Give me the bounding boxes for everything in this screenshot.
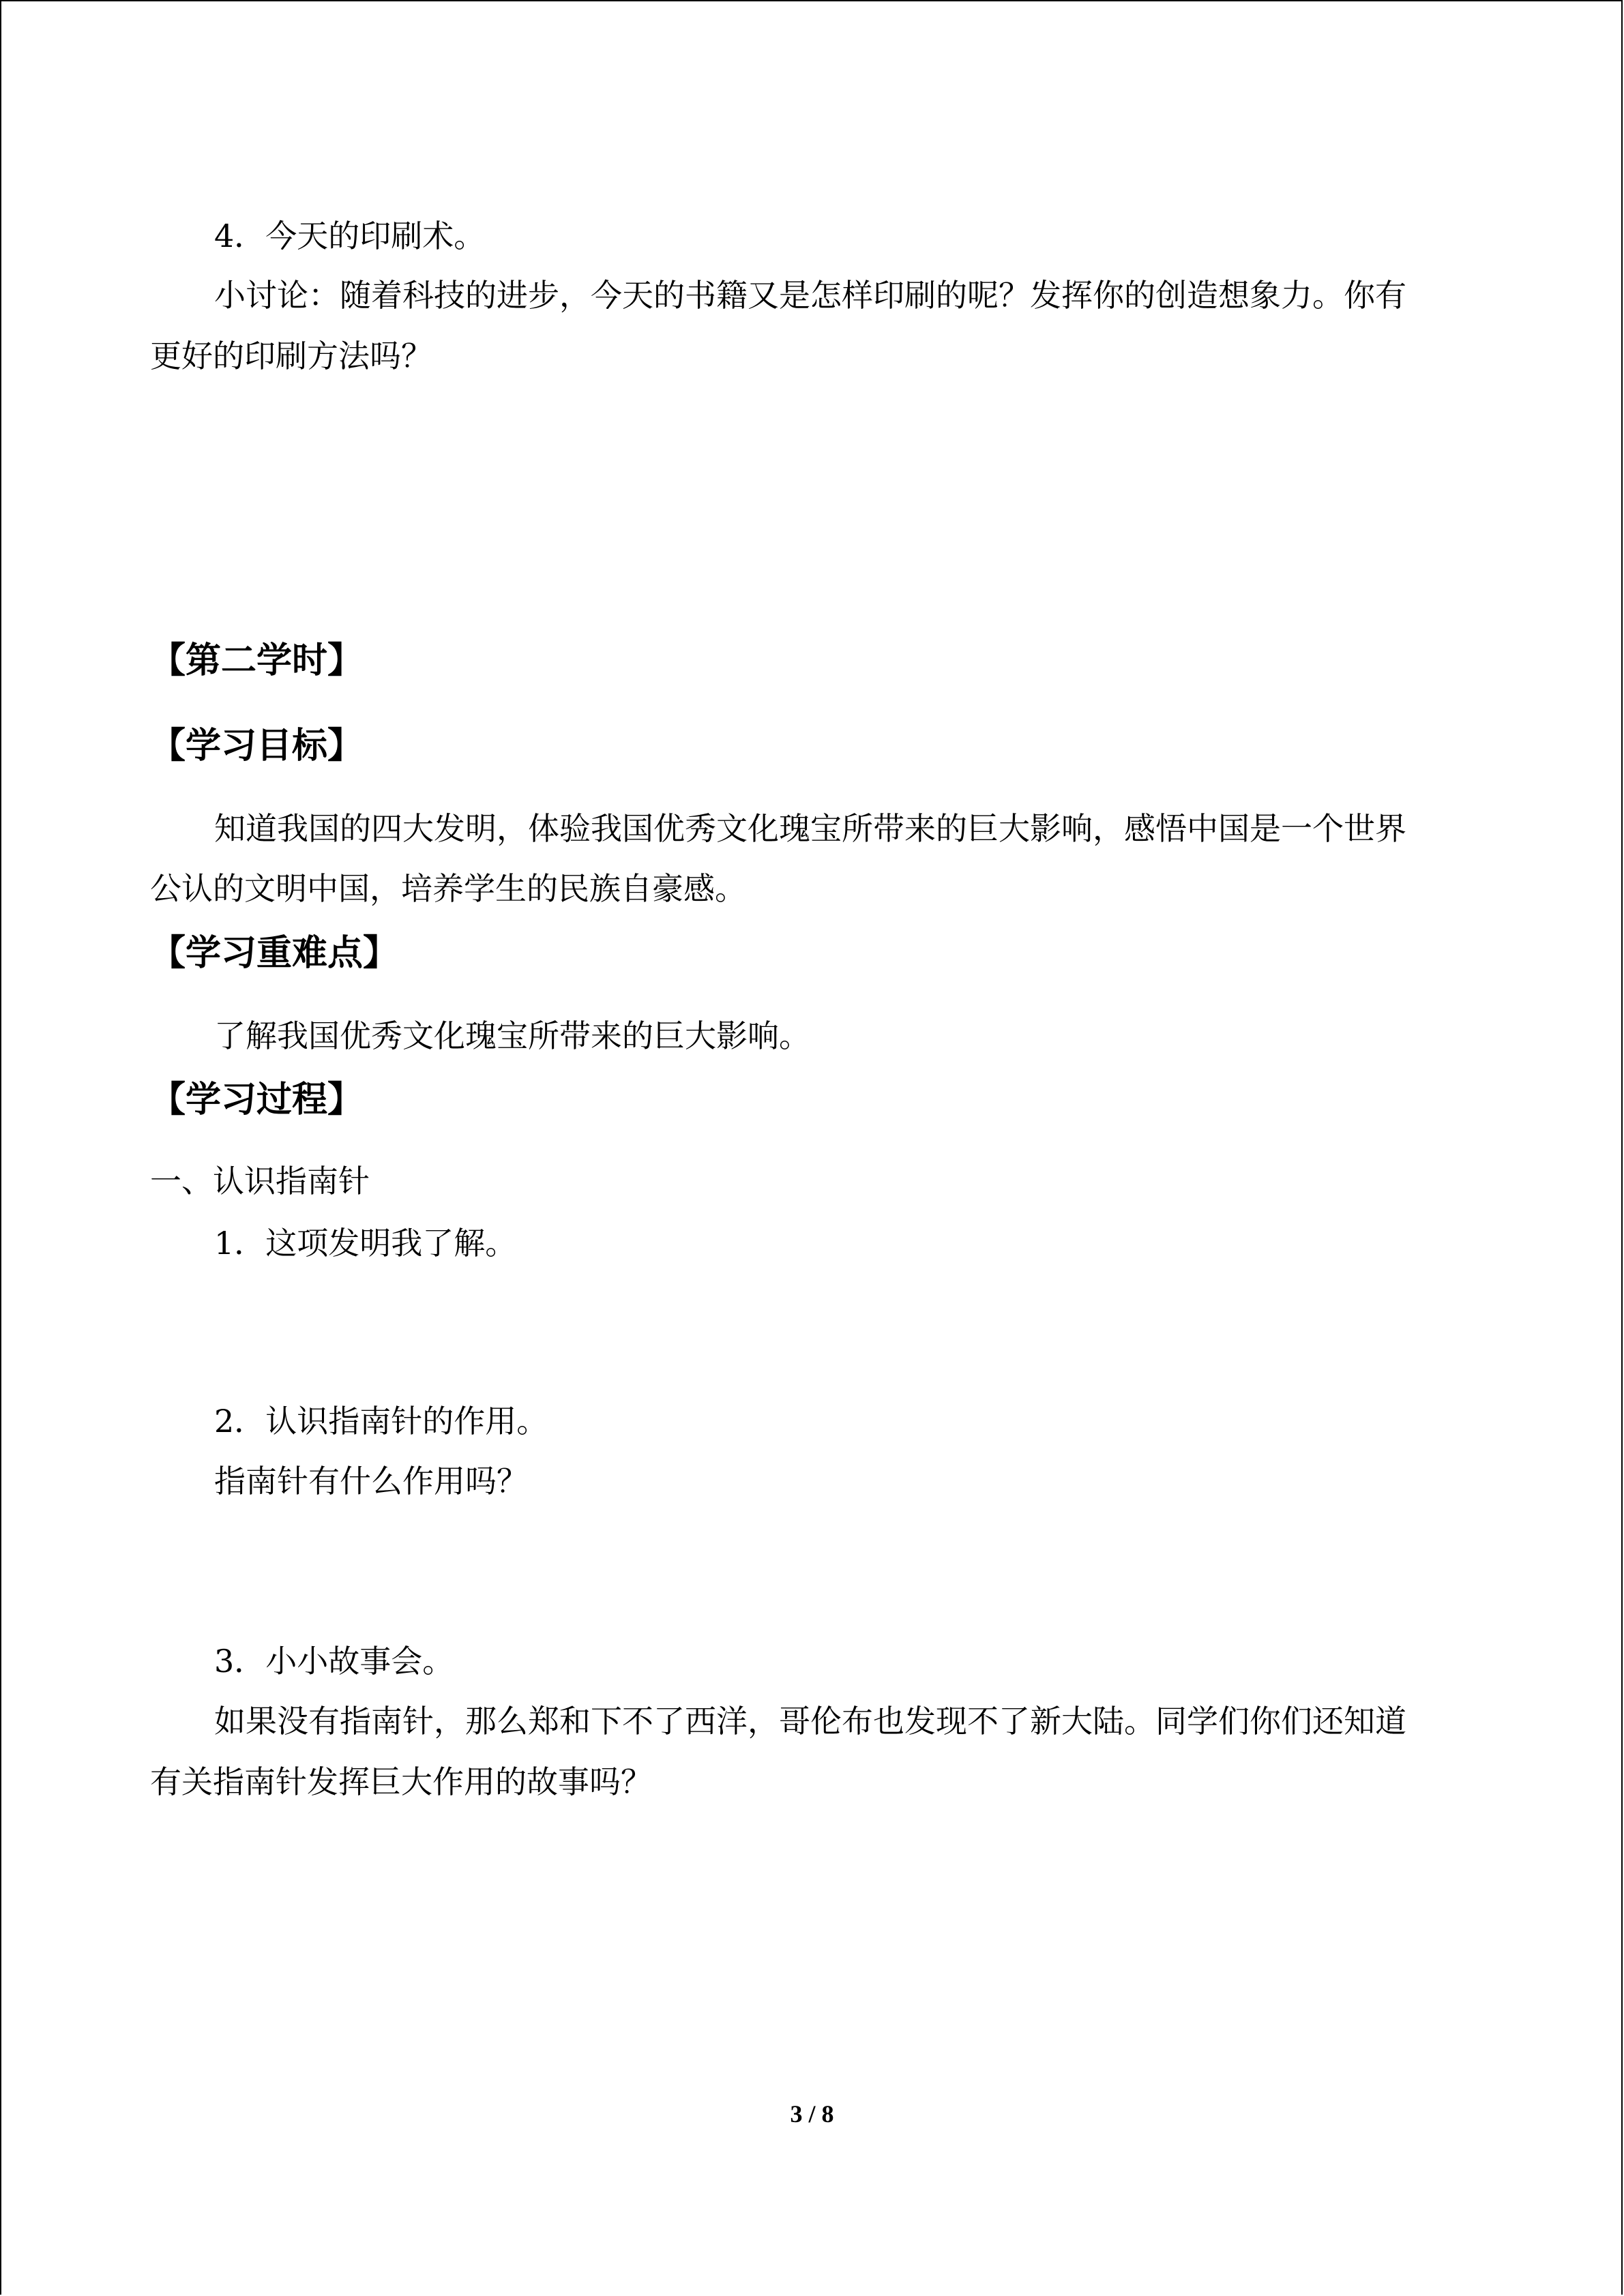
page-number: 3 / 8 [790, 2100, 834, 2128]
keypoints-text: 了解我国优秀文化瑰宝所带来的巨大影响。 [214, 1017, 810, 1054]
item-4-title: 4．今天的印刷术。 [214, 218, 486, 254]
process-heading: 【学习过程】 [150, 1079, 364, 1120]
item-1: 1．这项发明我了解。 [214, 1225, 517, 1262]
item-3: 3．小小故事会。 [214, 1643, 454, 1680]
item-2: 2．认识指南针的作用。 [214, 1403, 548, 1440]
objectives-heading: 【学习目标】 [150, 726, 364, 766]
item-2-question: 指南针有什么作用吗？ [214, 1463, 528, 1500]
discussion-line-1: 小讨论：随着科技的进步，今天的书籍又是怎样印刷的呢？发挥你的创造想象力。你有 [214, 277, 1406, 314]
discussion-line-2: 更好的印刷方法吗？ [150, 338, 432, 374]
item-3-line-1: 如果没有指南针，那么郑和下不了西洋，哥伦布也发现不了新大陆。同学们你们还知道 [214, 1703, 1406, 1740]
keypoints-heading: 【学习重难点】 [150, 933, 399, 974]
part-1-title: 一、认识指南针 [150, 1163, 370, 1199]
lesson-2-heading: 【第二学时】 [150, 640, 364, 681]
objectives-line-2: 公认的文明中国，培养学生的民族自豪感。 [150, 870, 746, 907]
item-3-line-2: 有关指南针发挥巨大作用的故事吗？ [150, 1763, 652, 1800]
objectives-line-1: 知道我国的四大发明，体验我国优秀文化瑰宝所带来的巨大影响，感悟中国是一个世界 [214, 810, 1406, 847]
